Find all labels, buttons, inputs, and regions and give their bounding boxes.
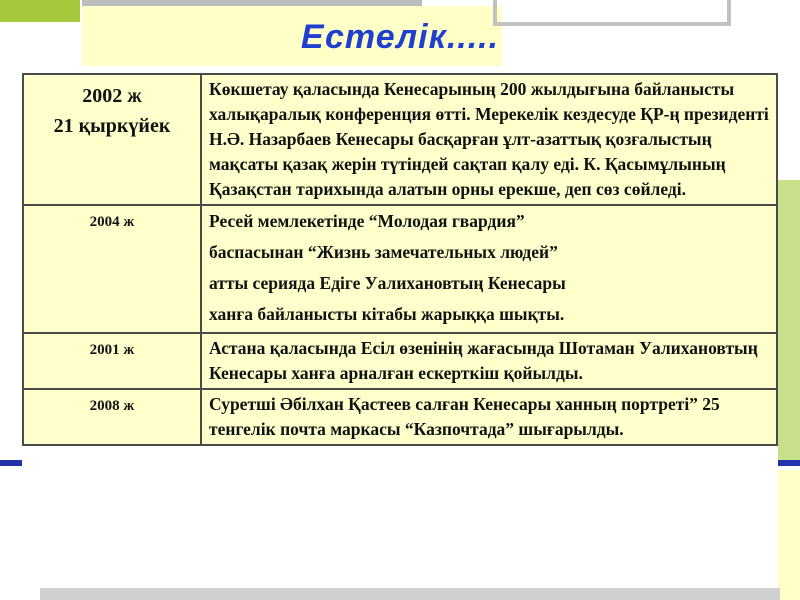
table-row [23, 389, 777, 445]
event-line: атты серияда Едіге Уалихановтың Кенесары [209, 273, 566, 293]
year-cell [23, 74, 201, 205]
table-row [23, 74, 777, 205]
decor-grey-bar-bottom [40, 588, 780, 600]
year-cell: 2008 ж [23, 389, 201, 445]
decor-yellow-block-right [778, 470, 800, 600]
event-text: Астана қаласында Есіл өзенінің жағасында Шотаман Уалихановтың Кенесары ханға арналған ескерткіш қойылды. [201, 333, 777, 389]
year-label: 2002 ж [82, 85, 142, 107]
slide-title: Естелік..... [300, 18, 500, 56]
decor-blue-stripe-left [0, 460, 22, 466]
event-text [201, 205, 777, 333]
decor-blue-stripe-right [778, 460, 800, 466]
decor-green-block-right [778, 180, 800, 460]
event-line: баспасынан “Жизнь замечательных людей” [209, 242, 558, 262]
year-cell: 2001 ж [23, 333, 201, 389]
year-cell: 2004 ж [23, 205, 201, 333]
timeline-table [22, 73, 778, 446]
table-row [23, 333, 777, 389]
table-row [23, 205, 777, 333]
event-line: ханға байланысты кітабы жарыққа шықты. [209, 304, 565, 324]
event-line: Ресей мемлекетінде “Молодая гвардия” [209, 211, 525, 231]
event-text: Көкшетау қаласында Кенесарының 200 жылдығына байланысты халықаралық конференция өтті. Мерекелік кездесуде ҚР-ң президенті Н.Ә. Назарбаев Кенесары басқарған ұлт-азаттық қозғалыстың мақсаты қазақ жерін түтіндей сақтап қалу еді. К. Қасымұлының Қазақстан тарихында алатын орны ерекше, деп сөз сөйледі. [201, 74, 777, 205]
event-text: Суретші Әбілхан Қастеев салған Кенесары ханның портреті” 25 тенгелік почта маркасы “Казпочтада” шығарылды. [201, 389, 777, 445]
date-label: 21 қыркүйек [53, 115, 171, 137]
